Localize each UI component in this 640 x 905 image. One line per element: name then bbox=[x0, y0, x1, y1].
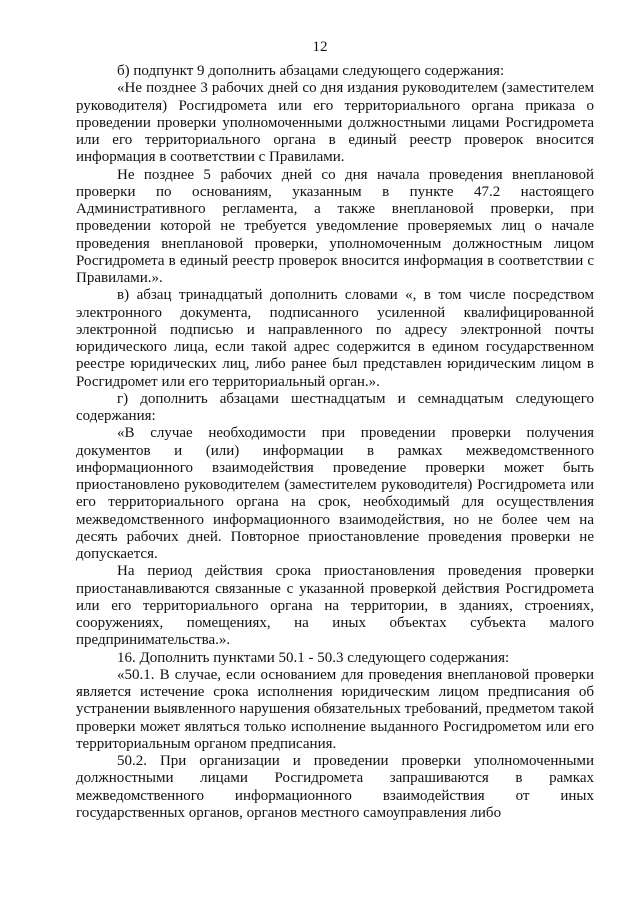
paragraph-item-16: 16. Дополнить пунктами 50.1 - 50.3 следующего содержания: bbox=[117, 649, 510, 666]
paragraph-subitem-g: г) дополнить абзацами шестнадцатым и семнадцатым следующего содержания: bbox=[76, 390, 594, 424]
paragraph-subitem-v: в) абзац тринадцатый дополнить словами «, в том числе посредством электронного документа, подписанного усиленной квалифицированной электронной подписью и направленного по адресу электронной почты юридического лица, если такой адрес содержится в едином государственном реестре юридических лиц, либо ранее был представлен юридическим лицом в Росгидромет или его территориальный орган.». bbox=[76, 287, 594, 390]
paragraph-50-2: 50.2. При организации и проведении проверки уполномоченными должностными лицами Росгидромета запрашиваются в рамках межведомственного информационного взаимодействия от иных государственных органов, органов местного самоуправления либо bbox=[76, 753, 594, 821]
paragraph-subitem-b: б) подпункт 9 дополнить абзацами следующего содержания: bbox=[117, 63, 505, 79]
page-number: 12 bbox=[312, 39, 328, 55]
paragraph-suspension-period: На период действия срока приостановления проведения проверки приостанавливаются связанные с указанной проверкой действия Росгидромета или его территориального органа на территории, в зданиях, строениях, сооружениях, помещениях, на иных объектах субъекта малого предпринимательства.». bbox=[76, 563, 594, 649]
paragraph-registry-5-days: Не позднее 5 рабочих дней со дня начала проведения внеплановой проверки по основаниям, указанным в пункте 47.2 настоящего Административного регламента, а также внеплановой проверки, при проведении которой не требуется уведомление проверяемых лиц о начале проведения внеплановой проверки, уполномоченным должностным лицом Росгидромета в единый реестр проверок вносится информация в соответствии с Правилами.». bbox=[76, 166, 594, 286]
paragraph-suspension: «В случае необходимости при проведении проверки получения документов и (или) информации в рамках межведомственного информационного взаимодействия проведение проверки может быть приостановлено руководителем (заместителем руководителя) Росгидромета или его территориального органа на срок, необходимый для осуществления межведомственного информационного взаимодействия, но не более чем на десять рабочих дней. Повторное приостановление проведения проверки не допускается. bbox=[76, 425, 594, 562]
paragraph-registry-3-days: «Не позднее 3 рабочих дней со дня издания руководителем (заместителем руководителя) Росгидромета или его территориального органа приказа о проведении проверки уполномоченными должностными лицами Росгидромета или его территориального органа в единый реестр проверок вносится информация в соответствии с Правилами. bbox=[76, 80, 594, 166]
paragraph-50-1: «50.1. В случае, если основанием для проведения внеплановой проверки является истечение срока исполнения юридическим лицом предписания об устранении выявленного нарушения обязательных требований, предметом такой проверки может являться только исполнение выданного Росгидрометом или его территориальным органом предписания. bbox=[76, 666, 594, 752]
document-body bbox=[76, 63, 594, 822]
